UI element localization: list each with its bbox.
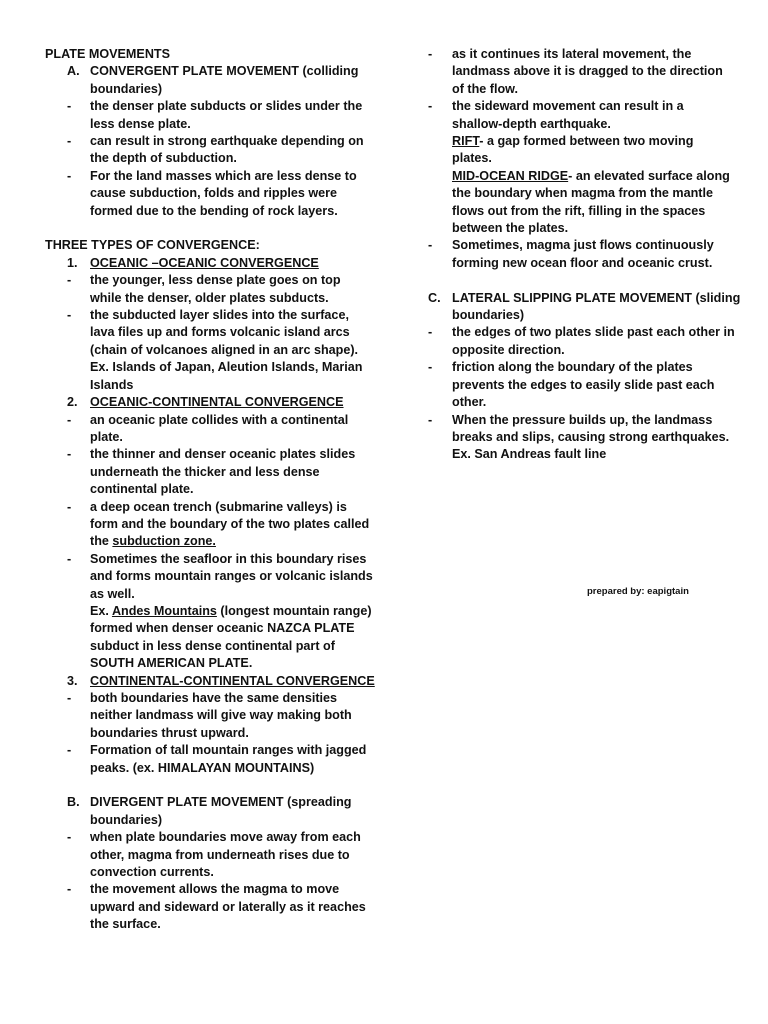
line-text: underneath the thicker and less dense xyxy=(90,464,320,479)
text-line xyxy=(45,116,375,133)
text-line xyxy=(428,324,735,341)
text-line xyxy=(428,446,728,463)
text-line xyxy=(428,237,728,254)
line-text: Ex. xyxy=(90,603,112,618)
text-line xyxy=(45,760,375,777)
line-text: SOUTH AMERICAN PLATE. xyxy=(90,656,253,671)
text-line xyxy=(428,255,728,272)
text-line xyxy=(45,307,375,324)
text-line xyxy=(45,568,375,585)
list-marker: - xyxy=(428,238,433,253)
list-marker: - xyxy=(428,99,433,114)
text-line xyxy=(428,63,728,80)
text-line xyxy=(45,429,375,446)
list-marker: - xyxy=(428,47,433,61)
text-line xyxy=(45,185,375,202)
text-line xyxy=(428,150,728,167)
list-marker: - xyxy=(67,99,72,114)
underlined-term: RIFT xyxy=(452,134,480,149)
line-text: breaks and slips, causing strong earthquakes. xyxy=(452,429,730,444)
text-line xyxy=(45,533,375,550)
text-line xyxy=(45,290,375,307)
text-line xyxy=(428,81,728,98)
text-line xyxy=(45,377,375,394)
line-text: Sometimes the seafloor in this boundary rises xyxy=(90,551,367,566)
line-text: the surface. xyxy=(90,917,161,932)
list-marker: - xyxy=(67,499,72,514)
line-text: plate. xyxy=(90,429,123,444)
text-line xyxy=(45,150,375,167)
list-marker: - xyxy=(67,743,72,758)
line-text: an oceanic plate collides with a continental xyxy=(90,412,349,427)
prepared-by-footer: prepared by: eapigtain xyxy=(587,586,689,597)
line-text: less dense plate. xyxy=(90,116,191,131)
text-line xyxy=(45,359,375,376)
text-line xyxy=(45,464,375,481)
text-line xyxy=(45,794,375,811)
line-text: (chain of volcanoes aligned in an arc shape). xyxy=(90,342,359,357)
text-line xyxy=(45,272,375,289)
line-text: prevents the edges to easily slide past each xyxy=(452,377,715,392)
text-line xyxy=(428,377,728,394)
list-marker: B. xyxy=(67,795,80,810)
list-marker: - xyxy=(67,273,72,288)
line-text: formed when denser oceanic NAZCA PLATE xyxy=(90,621,355,636)
line-text: flows out from the rift, filling in the spaces xyxy=(452,203,706,218)
underlined-term: subduction zone. xyxy=(112,534,216,549)
line-text: the subducted layer slides into the surface, xyxy=(90,308,349,323)
line-text: other. xyxy=(452,395,487,410)
blank-line xyxy=(428,272,728,289)
text-line xyxy=(45,499,375,516)
text-line xyxy=(428,168,728,185)
line-text: friction along the boundary of the plates xyxy=(452,360,693,375)
line-text: the boundary when magma from the mantle xyxy=(452,186,714,201)
line-text: neither landmass will give way making both xyxy=(90,708,352,723)
blank-line xyxy=(45,777,375,794)
text-line xyxy=(45,168,375,185)
text-line xyxy=(428,46,728,63)
text-line xyxy=(45,899,375,916)
list-marker: A. xyxy=(67,64,80,79)
line-text: and forms mountain ranges or volcanic islands xyxy=(90,569,373,584)
line-text: Ex. San Andreas fault line xyxy=(452,447,607,462)
list-marker: - xyxy=(67,308,72,323)
line-text: LATERAL SLIPPING PLATE MOVEMENT (sliding xyxy=(452,290,741,305)
line-text: CONVERGENT PLATE MOVEMENT (colliding xyxy=(90,64,359,79)
text-line xyxy=(45,673,375,690)
line-text: the movement allows the magma to move xyxy=(90,882,340,897)
line-text: boundaries) xyxy=(90,812,163,827)
text-line xyxy=(45,81,375,98)
text-line xyxy=(45,812,375,829)
line-text: continental plate. xyxy=(90,482,194,497)
text-line xyxy=(45,864,375,881)
line-text: the younger, less dense plate goes on top xyxy=(90,273,341,288)
text-line xyxy=(45,829,375,846)
text-line xyxy=(45,603,375,620)
line-text: lava files up and forms volcanic island arcs xyxy=(90,325,350,340)
line-text: boundaries) xyxy=(452,308,525,323)
list-marker: - xyxy=(428,360,433,375)
list-marker: - xyxy=(67,882,72,897)
list-marker: - xyxy=(67,551,72,566)
line-text: form and the boundary of the two plates called xyxy=(90,516,370,531)
line-text: Ex. Islands of Japan, Aleution Islands, Marian xyxy=(90,360,363,375)
left-column xyxy=(45,46,375,934)
text-line xyxy=(45,98,375,115)
text-line xyxy=(45,342,375,359)
list-marker: - xyxy=(67,830,72,845)
list-marker: C. xyxy=(428,290,441,305)
text-line xyxy=(45,655,375,672)
line-text: both boundaries have the same densities xyxy=(90,691,338,706)
text-line xyxy=(45,742,375,759)
line-text: the denser plate subducts or slides under the xyxy=(90,99,363,114)
text-line xyxy=(45,881,375,898)
text-line xyxy=(45,133,375,150)
text-line xyxy=(428,429,728,446)
line-text: plates. xyxy=(452,151,492,166)
line-text-continued: - an elevated surface along xyxy=(568,168,730,183)
text-line xyxy=(45,638,375,655)
text-line xyxy=(45,620,375,637)
line-text: subduct in less dense continental part of xyxy=(90,638,335,653)
line-text: opposite direction. xyxy=(452,342,565,357)
line-text: peaks. (ex. HIMALAYAN MOUNTAINS) xyxy=(90,760,315,775)
list-marker: 3. xyxy=(67,673,78,688)
text-line xyxy=(45,916,375,933)
line-text: formed due to the bending of rock layers. xyxy=(90,203,338,218)
text-line xyxy=(45,63,375,80)
text-line xyxy=(45,586,375,603)
underlined-term: Andes Mountains xyxy=(111,603,217,618)
text-line xyxy=(428,203,728,220)
line-text: cause subduction, folds and ripples were xyxy=(90,186,338,201)
text-line xyxy=(45,412,375,429)
text-line xyxy=(45,481,375,498)
text-line xyxy=(45,46,375,63)
list-marker: - xyxy=(67,691,72,706)
line-text: the sideward movement can result in a xyxy=(452,99,684,114)
text-line xyxy=(428,290,741,307)
text-line xyxy=(428,220,728,237)
underlined-term: OCEANIC-CONTINENTAL CONVERGENCE xyxy=(90,395,344,410)
text-line xyxy=(45,324,375,341)
list-marker: - xyxy=(67,168,72,183)
line-text: when plate boundaries move away from each xyxy=(90,830,361,845)
line-text: landmass above it is dragged to the direction xyxy=(452,64,723,79)
line-text: Islands xyxy=(90,377,134,392)
text-line xyxy=(428,116,728,133)
line-text: DIVERGENT PLATE MOVEMENT (spreading xyxy=(90,795,352,810)
text-line xyxy=(45,255,375,272)
line-text: boundaries) xyxy=(90,81,163,96)
list-marker: - xyxy=(67,412,72,427)
list-marker: - xyxy=(428,325,433,340)
list-marker: - xyxy=(67,134,72,149)
text-line xyxy=(428,394,728,411)
line-text: boundaries thrust upward. xyxy=(90,725,249,740)
underlined-term: MID-OCEAN RIDGE xyxy=(452,168,569,183)
text-line xyxy=(45,551,375,568)
text-line xyxy=(45,690,375,707)
text-line xyxy=(45,516,375,533)
text-line xyxy=(45,394,375,411)
line-text-continued: - a gap formed between two moving xyxy=(479,134,694,149)
blank-line xyxy=(45,220,375,237)
line-text: a deep ocean trench (submarine valleys) is xyxy=(90,499,347,514)
line-text: as it continues its lateral movement, the xyxy=(452,47,692,61)
list-marker: - xyxy=(67,447,72,462)
text-line xyxy=(428,185,728,202)
line-text: When the pressure builds up, the landmass xyxy=(452,412,713,427)
line-text: Sometimes, magma just flows continuously xyxy=(452,238,714,253)
line-text: can result in strong earthquake depending on xyxy=(90,134,364,149)
line-text: the thinner and denser oceanic plates slides xyxy=(90,447,356,462)
text-line xyxy=(45,707,375,724)
text-line xyxy=(45,446,375,463)
text-line xyxy=(428,359,728,376)
line-text: the depth of subduction. xyxy=(90,151,237,166)
list-marker: 1. xyxy=(67,255,78,270)
text-line xyxy=(428,342,728,359)
text-line xyxy=(428,307,728,324)
line-text: forming new ocean floor and oceanic crust. xyxy=(452,255,713,270)
underlined-term: OCEANIC –OCEANIC CONVERGENCE xyxy=(90,255,319,270)
line-text: between the plates. xyxy=(452,221,569,236)
line-text: For the land masses which are less dense to xyxy=(90,168,357,183)
text-line xyxy=(428,98,728,115)
line-text: Formation of tall mountain ranges with jagged xyxy=(90,743,367,758)
text-line xyxy=(45,725,375,742)
right-column xyxy=(428,46,741,464)
line-text: the xyxy=(90,534,113,549)
text-line xyxy=(45,237,375,254)
line-text: THREE TYPES OF CONVERGENCE: xyxy=(45,238,260,253)
line-text: convection currents. xyxy=(90,865,214,880)
line-text-continued: (longest mountain range) xyxy=(216,603,372,618)
line-text: upward and sideward or laterally as it reaches xyxy=(90,899,366,914)
text-line xyxy=(45,847,375,864)
text-line xyxy=(45,203,375,220)
list-marker: 2. xyxy=(67,395,78,410)
underlined-term: CONTINENTAL-CONTINENTAL CONVERGENCE xyxy=(90,673,375,688)
text-line xyxy=(428,412,728,429)
line-text: shallow-depth earthquake. xyxy=(452,116,611,131)
line-text: the edges of two plates slide past each other in xyxy=(452,325,735,340)
text-line xyxy=(428,133,728,150)
line-text: while the denser, older plates subducts. xyxy=(90,290,329,305)
line-text: of the flow. xyxy=(452,81,518,96)
line-text: as well. xyxy=(90,586,135,601)
list-marker: - xyxy=(428,412,433,427)
line-text: other, magma from underneath rises due to xyxy=(90,847,350,862)
line-text: PLATE MOVEMENTS xyxy=(45,47,171,61)
